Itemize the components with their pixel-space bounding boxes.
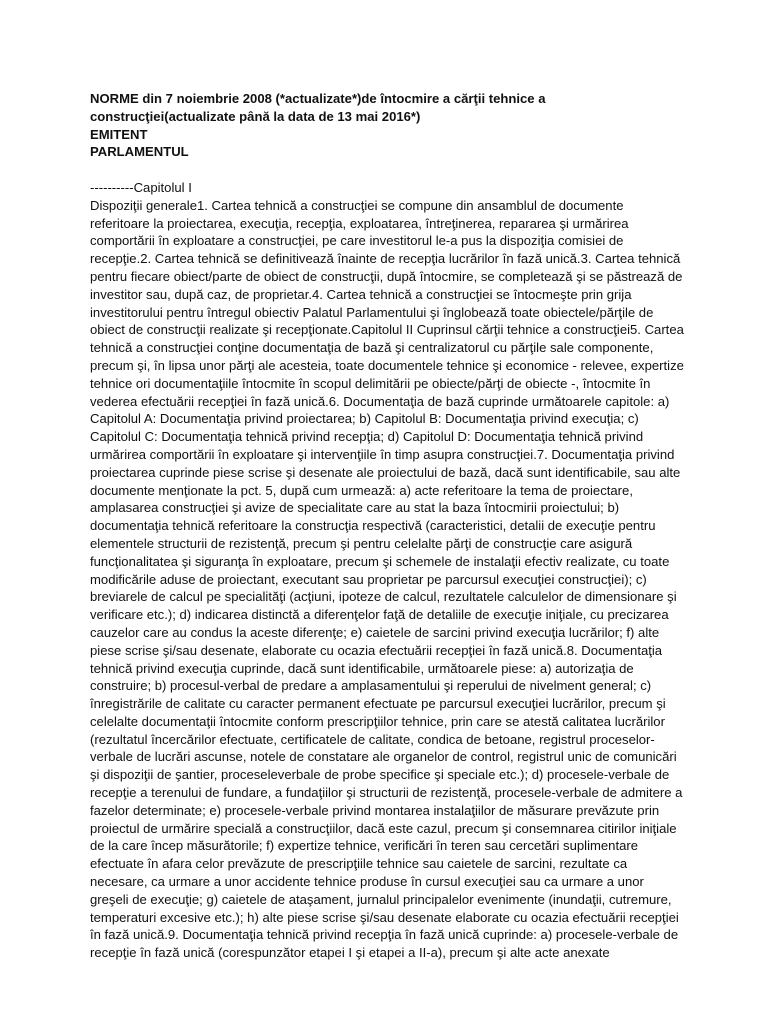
- chapter-heading: ----------Capitolul I: [90, 179, 192, 195]
- document-body: Dispoziţii generale1. Cartea tehnică a construcţiei se compune din ansamblul de documente referitoare la proiectarea, execuţia, recepţia, exploatarea, întreţinerea, repararea şi urmărirea comportării în exploatare a construcţiei, pe care investitorul le-a pus la dispoziţia comisiei de recepţie.2. Cartea tehnică se definitivează înainte de recepţia lucrărilor în fază unică.3. Cartea tehnică pentru fiecare obiect/parte de obiect de construcţii, după întocmire, se completează şi se păstrează de investitor sau, după caz, de proprietar.4. Cartea tehnică a construcţiei se întocmeşte prin grija investitorului pentru întregul obiectiv Palatul Parlamentului şi înglobează toate obiectele/părţile de obiect de construcţii realizate şi recepţionate.Capitolul II Cuprinsul cărţii tehnice a construcţiei5. Cartea tehnică a construcţiei conţine documentaţia de bază şi centralizatorul cu părţile sale componente, precum şi, în lipsa unor părţi ale acesteia, toate documentele tehnice şi economice - relevee, expertize tehnice ori documentaţiile întocmite în scopul delimitării pe obiecte/părţi de obiecte -, întocmite în vederea efectuării recepţiei în fază unică.6. Documentaţia de bază cuprinde următoarele capitole: a) Capitolul A: Documentaţia privind proiectarea; b) Capitolul B: Documentaţia privind execuţia; c) Capitolul C: Documentaţia tehnică privind recepţia; d) Capitolul D: Documentaţia tehnică privind urmărirea comportării în exploatare şi intervenţiile în timp asupra construcţiei.7. Documentaţia privind proiectarea cuprinde piese scrise şi desenate ale proiectului de bază, dacă sunt identificabile, sau alte documente menţionate la pct. 5, după cum urmează: a) acte referitoare la tema de proiectare, amplasarea construcţiei şi avize de specialitate care au stat la baza întocmirii proiectului; b) documentaţia tehnică referitoare la construcţia respectivă (caracteristici, detalii de execuţie pentru elementele structurii de rezistenţă, precum şi pentru celelalte părţi de construcţie care asigură funcţionalitatea şi siguranţa în exploatare, precum şi schemele de instalaţii efectiv realizate, cu toate modificările aduse de proiectant, executant sau proprietar pe parcursul execuţiei construcţiei); c) breviarele de calcul pe specialităţi (acţiuni, ipoteze de calcul, rezultatele calculelor de dimensionare şi verificare etc.); d) indicarea distinctă a diferenţelor faţă de detaliile de execuţie iniţiale, cu precizarea cauzelor care au condus la aceste diferenţe; e) caietele de sarcini privind execuţia lucrărilor; f) alte piese scrise şi/sau desenate, elaborate cu ocazia efectuării recepţiei în fază unică.8. Documentaţia tehnică privind execuţia cuprinde, dacă sunt identificabile, următoarele piese: a) autorizaţia de construire; b) procesul-verbal de predare a amplasamentului şi reperului de nivelment general; c) înregistrările de calitate cu caracter permanent efectuate pe parcursul execuţiei lucrărilor, precum şi celelalte documentaţii întocmite conform prescripţiilor tehnice, prin care se atestă calitatea lucrărilor (rezultatul încercărilor efectuate, certificatele de calitate, condica de betoane, registrul proceselor-verbale de lucrări ascunse, notele de constatare ale organelor de control, registrul unic de comunicări şi dispoziţii de şantier, proceseleverbale de probe specifice şi speciale etc.); d) procesele-verbale de recepţie a terenului de fundare, a fundaţiilor şi structurii de rezistenţă, procesele-verbale de admitere a fazelor determinate; e) procesele-verbale privind montarea instalaţiilor de măsurare prevăzute prin proiectul de urmărire specială a construcţiilor, dacă este cazul, precum şi consemnarea citirilor iniţiale de la care încep măsurătorile; f) expertize tehnice, verificări în teren sau cercetări suplimentare efectuate în afara celor prevăzute de prescripţiile tehnice sau caietele de sarcini, rezultate ca necesare, ca urmare a unor accidente tehnice produse în cursul execuţiei sau ca urmare a unor greşeli de execuţie; g) caietele de ataşament, jurnalul principalelor evenimente (inundaţii, cutremure, temperaturi excesive etc.); h) alte piese scrise şi/sau desenate elaborate cu ocazia efectuării recepţiei în fază unică.9. Documentaţia tehnică privind recepţia în fază unică cuprinde: a) procesele-verbale de recepţie în fază unică (corespunzător etapei I şi etapei a II-a), precum şi alte acte anexate: [90, 197, 684, 961]
- blank-line: [90, 161, 686, 179]
- issuer-label: EMITENT: [90, 126, 148, 142]
- document-title: NORME din 7 noiembrie 2008 (*actualizate*)de întocmire a cărţii tehnice a construcţiei(actualizate până la data de 13 mai 2016*): [90, 91, 546, 124]
- document-page: [90, 90, 686, 990]
- issuer-name: PARLAMENTUL: [90, 144, 189, 160]
